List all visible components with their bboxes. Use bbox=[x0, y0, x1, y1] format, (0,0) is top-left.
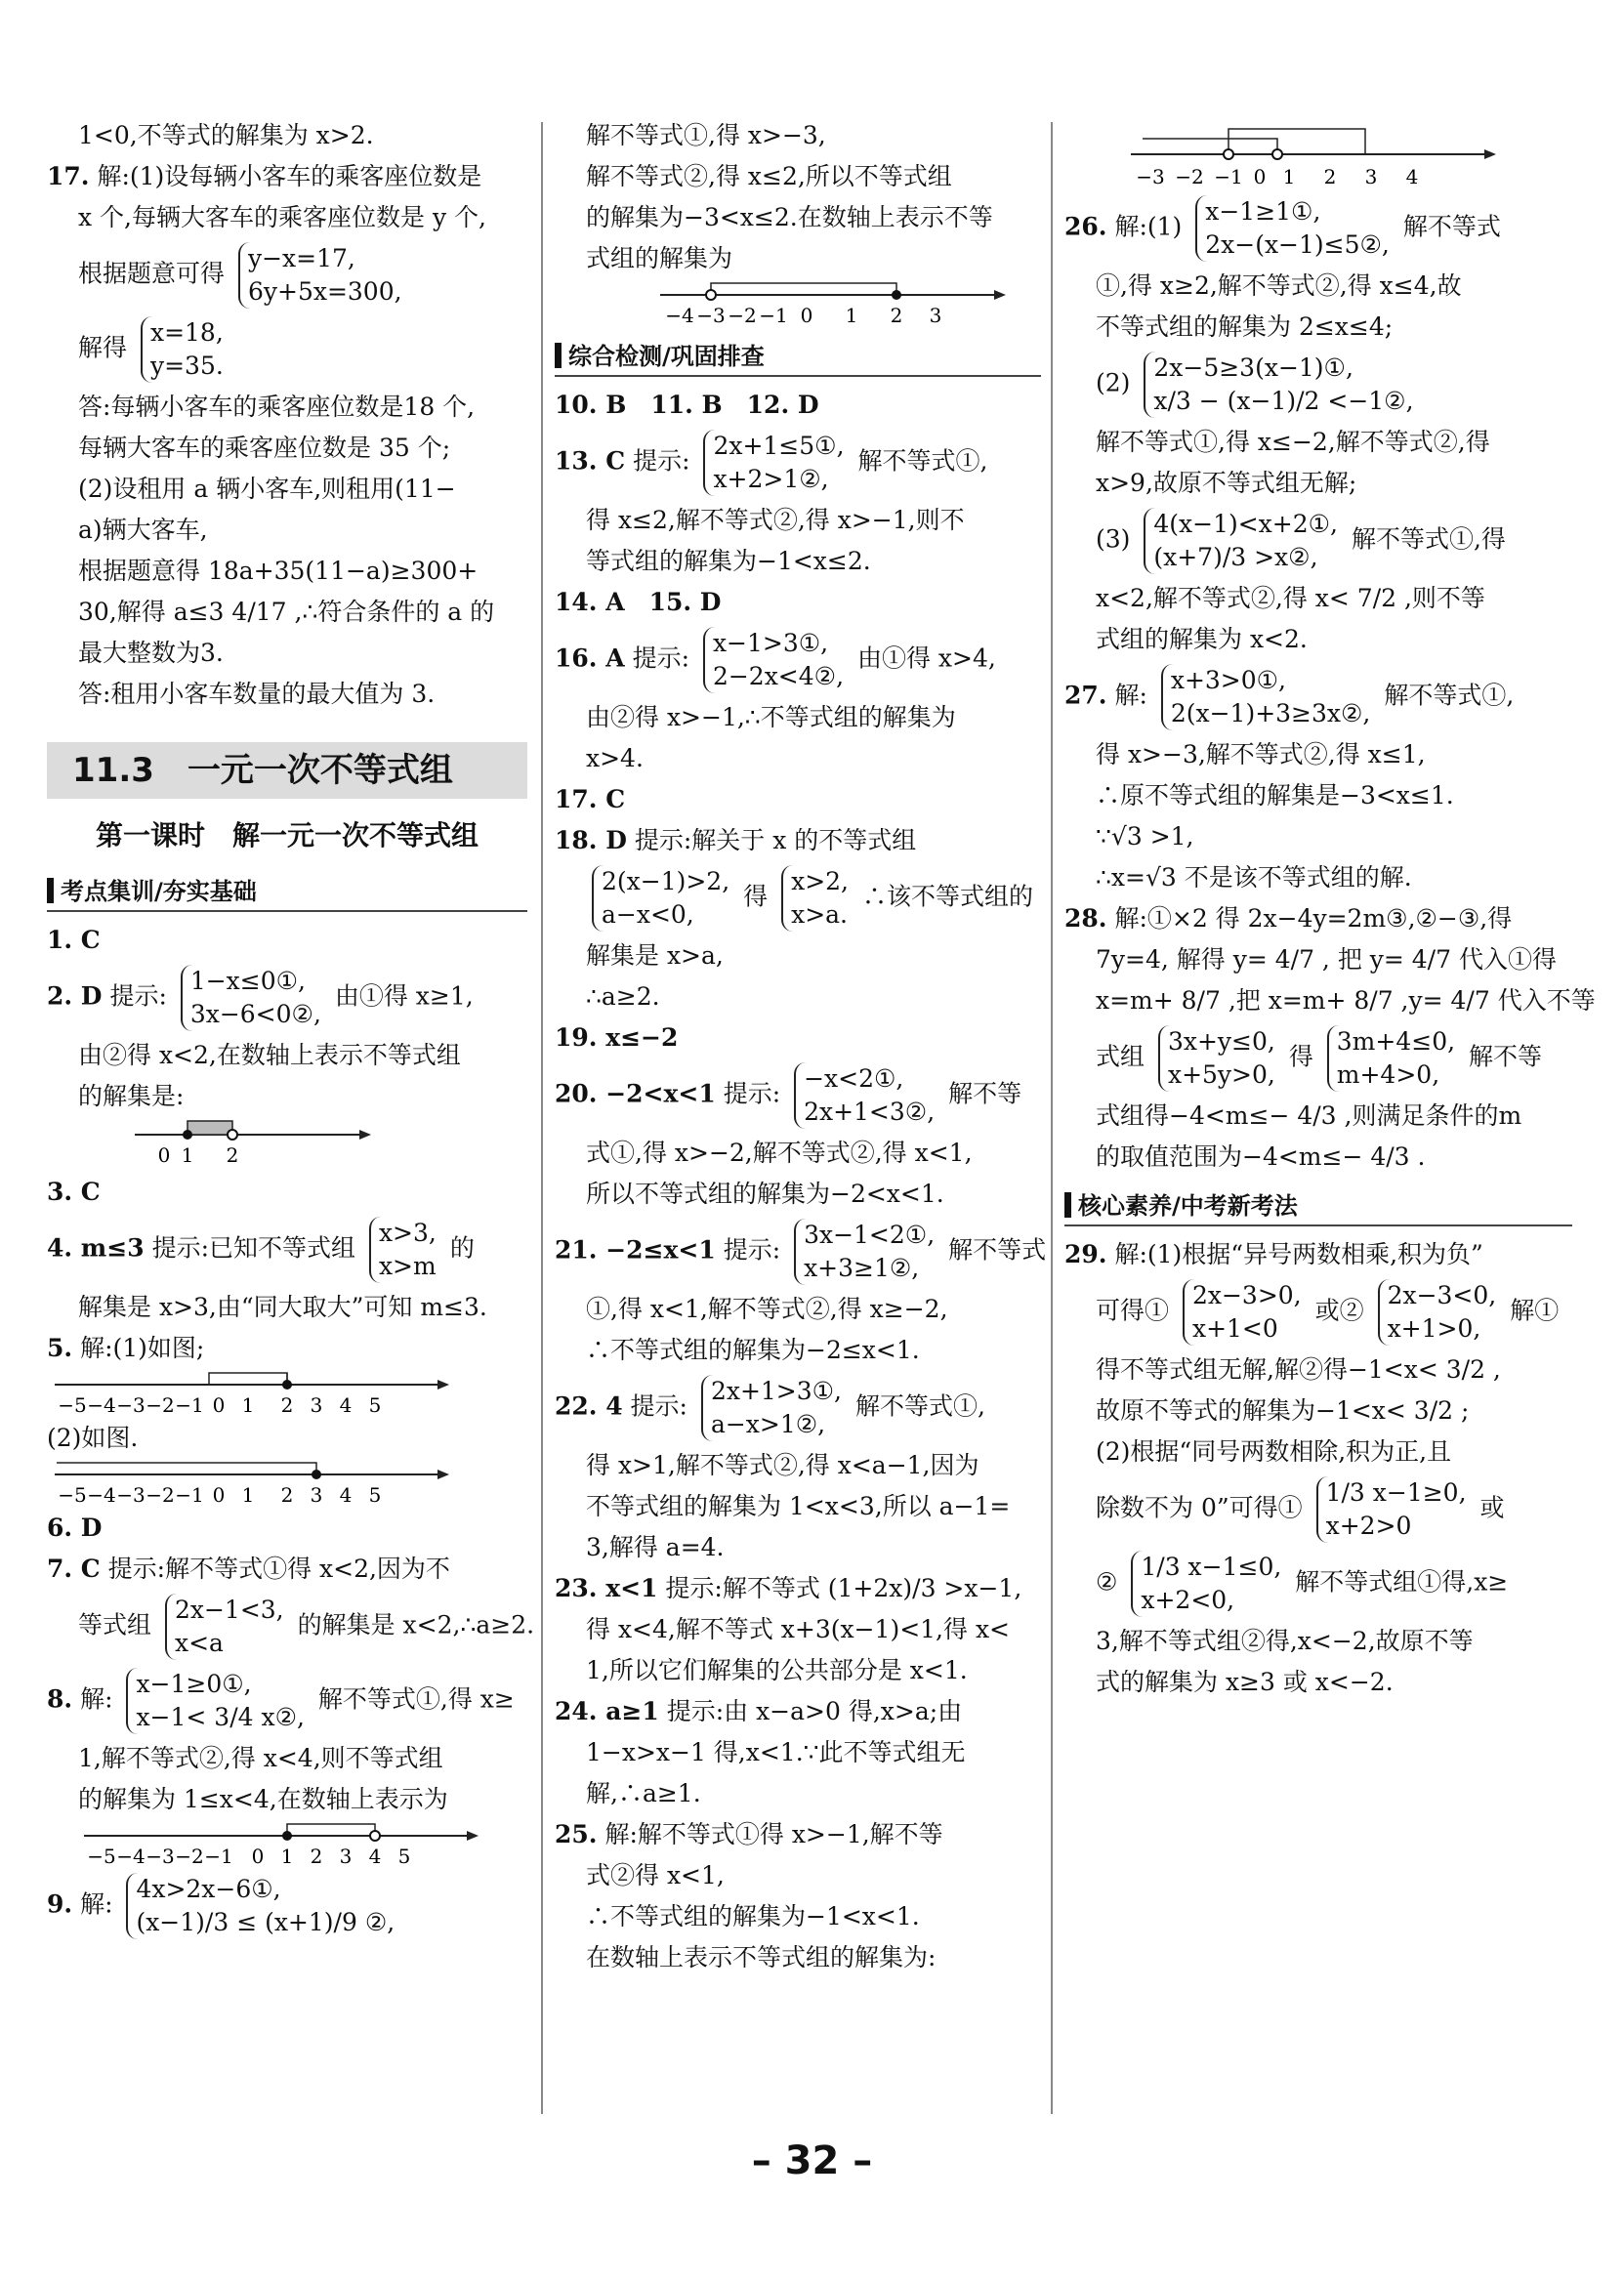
answer-19: 19. x≤−2 bbox=[555, 1023, 679, 1052]
question-number: 7. C bbox=[47, 1555, 101, 1583]
text-line: 3,解得 a=4. bbox=[586, 1533, 725, 1561]
number-line bbox=[125, 1117, 379, 1172]
text-line: 解:(1)如图; bbox=[80, 1334, 205, 1362]
text-line: 解:(1)设每辆小客车的乘客座位数是 bbox=[97, 162, 482, 190]
tick-label: 1 bbox=[181, 1143, 194, 1167]
svg-text:3: 3 bbox=[310, 1483, 323, 1507]
svg-text:−4: −4 bbox=[665, 304, 694, 327]
svg-text:−2: −2 bbox=[175, 1845, 204, 1868]
column-1 bbox=[47, 115, 535, 1943]
text-line: 得不等式组无解,解②得−1<x< 3/2 , bbox=[1096, 1355, 1501, 1384]
equation-system: x>2, x>a. bbox=[781, 865, 849, 932]
equation-system: x−1>3①, 2−2x<4②, bbox=[703, 627, 844, 693]
svg-text:0: 0 bbox=[1253, 165, 1267, 188]
text-line: 解: bbox=[80, 1889, 113, 1919]
svg-text:−2: −2 bbox=[146, 1483, 175, 1507]
equation-system: 3x+y≤0, x+5y>0, bbox=[1158, 1025, 1275, 1092]
equation-system: 3m+4≤0, m+4>0, bbox=[1327, 1025, 1455, 1092]
text-line: 解得 bbox=[78, 333, 128, 362]
answer-1: 1. C bbox=[47, 926, 101, 954]
text-line: 得 x>1,解不等式②,得 x<a−1,因为 bbox=[586, 1451, 979, 1479]
answer-17-c: 17. C bbox=[555, 785, 626, 813]
text-line: ∵√3 >1, bbox=[1096, 822, 1194, 851]
svg-text:−5: −5 bbox=[58, 1483, 87, 1507]
equation-line: 除数不为 0”可得① 1/3 x−1≥0, x+2>0 或 bbox=[1064, 1473, 1572, 1547]
svg-text:1: 1 bbox=[1282, 165, 1296, 188]
equation-system: x+3>0①, 2(x−1)+3≥3x②, bbox=[1161, 664, 1371, 730]
answer-20: 20. −2<x<1 提示: −x<2①, 2x+1<3②, 解不等 bbox=[555, 1058, 1041, 1133]
text-line: 答:租用小客车数量的最大值为 3. bbox=[78, 680, 436, 708]
equation-system: 1−x≤0①, 3x−6<0②, bbox=[181, 965, 321, 1031]
answer-8 bbox=[47, 1664, 527, 1738]
equation-line: (2) 2x−5≥3(x−1)①, x/3 − (x−1)/2 <−1②, bbox=[1064, 348, 1572, 422]
svg-text:4: 4 bbox=[1405, 165, 1419, 188]
number-line-2 bbox=[47, 1459, 457, 1508]
equation-system: x>3, x>m bbox=[369, 1217, 437, 1283]
svg-text:−5: −5 bbox=[87, 1845, 116, 1868]
text-line: 解,∴a≥1. bbox=[586, 1779, 701, 1807]
equation-line: 2(x−1)>2, a−x<0, 得 x>2, x>a. ∴该不等式组的 bbox=[555, 861, 1041, 935]
text-line: 根据题意可得 bbox=[78, 259, 226, 288]
text-line: 最大整数为3. bbox=[78, 639, 224, 667]
svg-text:4: 4 bbox=[339, 1483, 353, 1507]
text-line: ∴x=√3 不是该不等式组的解. bbox=[1096, 863, 1412, 892]
equation-system: x−1≥0①, x−1< 3/4 x②, bbox=[126, 1668, 305, 1734]
answer-21: 21. −2≤x<1 提示: 3x−1<2①, x+3≥1②, 解不等式 bbox=[555, 1215, 1041, 1289]
text-line: 的解集是 x<2,∴a≥2. bbox=[297, 1610, 535, 1639]
text-line: 式的解集为 x≥3 或 x<−2. bbox=[1096, 1668, 1394, 1696]
svg-text:−1: −1 bbox=[1214, 165, 1243, 188]
text-line: ∴a≥2. bbox=[586, 982, 660, 1011]
hint-label: 提示: bbox=[109, 981, 167, 1011]
lesson-title: 第一课时 解一元一次不等式组 bbox=[95, 819, 479, 851]
text-line: 根据题意得 18a+35(11−a)≥300+ bbox=[78, 557, 479, 585]
text-line: (2)根据“同号两数相除,积为正,且 bbox=[1096, 1437, 1452, 1466]
column-3: −3 −2 −1 0 1 2 3 4 26. 解:(1) x−1≥1①, 2x−(x−1)≤5②, 解不等式 ①,得 x≥2,解不等式②,得 x≤4,故 不等式组的解集为 2≤x≤4; (2) 2x−5≥3(x−1)①, x/3 − (x−1)/2 <−1②, 解不等式①,得 x≤−2,解不等式②,得 x>9,故原不等式组无解; (3) 4(x−1)<x+2①, (x+7)/3 >x②, 解不等式①,得 x<2,解不等式②,得 x< 7/2 ,则不等 式组的解集为 x<2. 27. 解: x+3>0①, 2(x−1)+3≥3x②, 解不等式①, 得 x>−3,解不等式②,得 x≤1, ∴原不等式组的解集是−3<x≤1. ∵√3 >1, ∴x=√3 不是该不等式组的解. 28. 解:①×2 得 2x−4y=2m③,②−③,得 7y=4, 解得 y= 4/7 , 把 y= 4/7 代入①得 x=m+ 8/7 ,把 x=m+ 8/7 ,y= 4/7 代入不等 式组 3x+y≤0, x+5y>0, 得 3m+4≤0, m+4>0, 解不等 式组得−4<m≤− 4/3 ,则满足条件的m 的取值范围为−4<m≤− 4/3 . 核心素养/中考新考法 29. 解:(1)根据“异号两数相乘,积为负” 可得① 2x−3>0, x+1<0 或② 2x−3<0, x+1>0, 解① 得不等式组无解,解②得−1<x< 3/2 , 故原不等式的解集为−1<x< 3/2 ; (2)根据“同号两数相除,积为正,且 除数不为 0”可得① 1/3 x−1≥0, x+2>0 或 ② 1/3 x−1≤0, x+2<0, 解不等式组①得,x≥ 3,解不等式组②得,x<−2,故原不等 式的解集为 x≥3 或 x<−2. bbox=[1064, 115, 1572, 1703]
section-title: 11.3 一元一次不等式组 bbox=[47, 742, 527, 799]
svg-text:1: 1 bbox=[241, 1483, 255, 1507]
svg-text:2: 2 bbox=[310, 1845, 323, 1868]
equation-system: 2x−3<0, x+1>0, bbox=[1378, 1279, 1497, 1346]
text-line: 故原不等式的解集为−1<x< 3/2 ; bbox=[1096, 1396, 1470, 1425]
svg-text:−3: −3 bbox=[696, 304, 726, 327]
text-line: 解不等式①,得 x≤−2,解不等式②,得 bbox=[1096, 428, 1490, 456]
text-line: 由①得 x≥1, bbox=[334, 981, 474, 1011]
answer-14-15: 14. A 15. D bbox=[555, 588, 722, 616]
text-line: 1,所以它们解集的公共部分是 x<1. bbox=[586, 1656, 968, 1684]
equation-system: 4x>2x−6①, (x−1)/3 ≤ (x+1)/9 ②, bbox=[126, 1873, 395, 1939]
equation-system: x=18, y=35. bbox=[141, 316, 224, 383]
svg-text:4: 4 bbox=[368, 1845, 382, 1868]
text-line: 等式组的解集为−1<x≤2. bbox=[586, 547, 871, 575]
equation-system: −x<2①, 2x+1<3②, bbox=[794, 1062, 935, 1129]
text-line: x<2,解不等式②,得 x< 7/2 ,则不等 bbox=[1096, 584, 1485, 612]
equation-system: 2x+1≤5①, x+2>1②, bbox=[703, 430, 844, 496]
text-line: x=m+ 8/7 ,把 x=m+ 8/7 ,y= 4/7 代入不等 bbox=[1096, 986, 1596, 1015]
text-line: 提示:已知不等式组 bbox=[151, 1233, 355, 1263]
equation-system: 2(x−1)>2, a−x<0, bbox=[592, 865, 729, 932]
answer-4 bbox=[47, 1213, 527, 1287]
svg-text:−1: −1 bbox=[204, 1845, 233, 1868]
equation-line bbox=[47, 238, 527, 312]
equation-line bbox=[47, 312, 527, 387]
text-line: 的 bbox=[449, 1233, 475, 1263]
equation-system: 1/3 x−1≥0, x+2>0 bbox=[1316, 1476, 1467, 1543]
equation-system: 2x−5≥3(x−1)①, x/3 − (x−1)/2 <−1②, bbox=[1144, 352, 1413, 418]
text-line: 解集是 x>a, bbox=[586, 941, 724, 970]
number-line-1 bbox=[47, 1369, 457, 1418]
text-line: 得 x≤2,解不等式②,得 x>−1,则不 bbox=[586, 506, 965, 534]
svg-text:−1: −1 bbox=[175, 1393, 204, 1417]
equation-line: (3) 4(x−1)<x+2①, (x+7)/3 >x②, 解不等式①,得 bbox=[1064, 504, 1572, 578]
text-line: 1−x>x−1 得,x<1.∵此不等式组无 bbox=[586, 1738, 966, 1766]
text-line: ∴不等式组的解集为−2≤x<1. bbox=[586, 1336, 920, 1364]
equation-line bbox=[47, 1590, 535, 1664]
answer-6: 6. D bbox=[47, 1514, 103, 1542]
equation-line: 可得① 2x−3>0, x+1<0 或② 2x−3<0, x+1>0, 解① bbox=[1064, 1275, 1572, 1349]
text-line: 在数轴上表示不等式组的解集为: bbox=[586, 1943, 937, 1971]
section-header: 核心素养/中考新考法 bbox=[1064, 1187, 1572, 1226]
svg-text:−3: −3 bbox=[1136, 165, 1165, 188]
answer-13: 13. C 提示: 2x+1≤5①, x+2>1②, 解不等式①, bbox=[555, 426, 1041, 500]
text-line: (2)设租用 a 辆小客车,则租用(11− bbox=[78, 475, 456, 503]
svg-text:1: 1 bbox=[280, 1845, 294, 1868]
text-line: 1<0,不等式的解集为 x>2. bbox=[78, 121, 374, 149]
equation-system: 4(x−1)<x+2①, (x+7)/3 >x②, bbox=[1144, 508, 1338, 574]
text-line: 7y=4, 解得 y= 4/7 , 把 y= 4/7 代入①得 bbox=[1096, 945, 1557, 974]
answer-16: 16. A 提示: x−1>3①, 2−2x<4②, 由①得 x>4, bbox=[555, 623, 1041, 697]
equation-system: 1/3 x−1≤0, x+2<0, bbox=[1131, 1551, 1281, 1617]
text-line: 30,解得 a≤3 4/17 ,∴符合条件的 a 的 bbox=[78, 598, 495, 626]
svg-text:3: 3 bbox=[929, 304, 942, 327]
section-header: 综合检测/巩固排查 bbox=[555, 338, 1041, 377]
svg-text:0: 0 bbox=[800, 304, 813, 327]
svg-text:−3: −3 bbox=[116, 1393, 146, 1417]
text-line: 式组得−4<m≤− 4/3 ,则满足条件的m bbox=[1096, 1101, 1522, 1130]
equation-system: x−1≥1①, 2x−(x−1)≤5②, bbox=[1195, 195, 1390, 262]
equation-line: ② 1/3 x−1≤0, x+2<0, 解不等式组①得,x≥ bbox=[1064, 1547, 1572, 1621]
svg-text:−4: −4 bbox=[87, 1483, 116, 1507]
svg-text:−1: −1 bbox=[175, 1483, 204, 1507]
number-line-5 bbox=[1123, 115, 1514, 191]
text-line: 解: bbox=[80, 1684, 113, 1714]
question-number: 4. m≤3 bbox=[47, 1233, 145, 1263]
svg-text:3: 3 bbox=[1364, 165, 1378, 188]
answer-27: 27. 解: x+3>0①, 2(x−1)+3≥3x②, 解不等式①, bbox=[1064, 660, 1572, 734]
svg-text:0: 0 bbox=[212, 1483, 226, 1507]
text-line: 式组的解集为 bbox=[586, 244, 733, 272]
text-line: x>4. bbox=[586, 744, 644, 772]
svg-text:3: 3 bbox=[310, 1393, 323, 1417]
svg-text:−3: −3 bbox=[116, 1483, 146, 1507]
text-line: 3,解不等式组②得,x<−2,故原不等 bbox=[1096, 1627, 1474, 1655]
svg-text:5: 5 bbox=[368, 1483, 382, 1507]
svg-text:−2: −2 bbox=[146, 1393, 175, 1417]
text-line: 每辆大客车的乘客座位数是 35 个; bbox=[78, 434, 451, 462]
text-line: 解不等式②,得 x≤2,所以不等式组 bbox=[586, 162, 952, 190]
text-line: 所以不等式组的解集为−2<x<1. bbox=[586, 1180, 944, 1208]
text-line: ∴原不等式组的解集是−3<x≤1. bbox=[1096, 781, 1454, 809]
text-line: 不等式组的解集为 2≤x≤4; bbox=[1096, 312, 1394, 341]
text-line: 式①,得 x>−2,解不等式②,得 x<1, bbox=[586, 1139, 973, 1167]
question-number: 5. bbox=[47, 1334, 73, 1362]
answer-10-12: 10. B 11. B 12. D bbox=[555, 391, 819, 419]
question-number: 9. bbox=[47, 1889, 73, 1919]
svg-text:2: 2 bbox=[890, 304, 903, 327]
svg-text:0: 0 bbox=[251, 1845, 265, 1868]
answer-26: 26. 解:(1) x−1≥1①, 2x−(x−1)≤5②, 解不等式 bbox=[1064, 191, 1572, 266]
question-number: 17. bbox=[47, 162, 90, 190]
svg-text:5: 5 bbox=[397, 1845, 411, 1868]
answer-17 bbox=[47, 156, 527, 715]
text-line: 得 x>−3,解不等式②,得 x≤1, bbox=[1096, 740, 1426, 768]
text-line: ∴不等式组的解集为−1<x<1. bbox=[586, 1902, 920, 1930]
tick-label: 0 bbox=[157, 1143, 171, 1167]
text-line: 等式组 bbox=[78, 1610, 152, 1639]
text-line: 不等式组的解集为 1<x<3,所以 a−1= bbox=[586, 1492, 1011, 1520]
text-line: 由②得 x<2,在数轴上表示不等式组 bbox=[78, 1041, 461, 1069]
text-line: 1,解不等式②,得 x<4,则不等式组 bbox=[78, 1744, 443, 1772]
svg-text:−4: −4 bbox=[116, 1845, 146, 1868]
text-line: 的解集为 1≤x<4,在数轴上表示为 bbox=[78, 1785, 448, 1813]
equation-system: y−x=17, 6y+5x=300, bbox=[238, 242, 402, 309]
svg-text:−5: −5 bbox=[58, 1393, 87, 1417]
column-divider-1 bbox=[541, 122, 543, 2114]
answer-22: 22. 4 提示: 2x+1>3①, a−x>1②, 解不等式①, bbox=[555, 1371, 1041, 1445]
text-line: 式②得 x<1, bbox=[586, 1861, 725, 1889]
answer-2 bbox=[47, 961, 527, 1035]
answer-9 bbox=[47, 1869, 527, 1943]
svg-text:1: 1 bbox=[241, 1393, 255, 1417]
svg-text:−3: −3 bbox=[146, 1845, 175, 1868]
text-line: ①,得 x<1,解不等式②,得 x≥−2, bbox=[586, 1295, 948, 1323]
text-line: (2)如图. bbox=[47, 1424, 139, 1452]
equation-line: 式组 3x+y≤0, x+5y>0, 得 3m+4≤0, m+4>0, 解不等 bbox=[1064, 1021, 1572, 1096]
question-number: 8. bbox=[47, 1684, 73, 1714]
svg-text:−2: −2 bbox=[1175, 165, 1204, 188]
section-header: 考点集训/夯实基础 bbox=[47, 873, 527, 912]
equation-system: 2x−3>0, x+1<0 bbox=[1183, 1279, 1302, 1346]
svg-text:−1: −1 bbox=[759, 304, 788, 327]
column-2: 解不等式①,得 x>−3, 解不等式②,得 x≤2,所以不等式组 的解集为−3<x≤2.在数轴上表示不等 式组的解集为 −4 −3 −2 −1 0 1 2 3 综合检测/巩固排查 10. B 11. B 12. D 13. C 提示: 2x+1≤5①, x+2>1②, 解不等式①, 得 x≤2,解不等式②,得 x>−1,则不 等式组的解集为−1<x≤2. 14. A 15. D 16. A 提示: x−1>3①, 2−2x<4②, 由①得 x>4, 由②得 x>−1,∴不等式组的解集为 x>4. 17. C 18. D 提示:解关于 x 的不等式组 2(x−1)>2, a−x<0, 得 x>2, x>a. ∴该不等式组的 解集是 x>a, ∴a≥2. 19. x≤−2 20. −2<x<1 提示: −x<2①, 2x+1<3②, 解不等 式①,得 x>−2,解不等式②,得 x<1, 所以不等式组的解集为−2<x<1. 21. −2≤x<1 提示: 3x−1<2①, x+3≥1②, 解不等式 ①,得 x<1,解不等式②,得 x≥−2, ∴不等式组的解集为−2≤x<1. 22. 4 提示: 2x+1>3①, a−x>1②, 解不等式①, 得 x>1,解不等式②,得 x<a−1,因为 不等式组的解集为 1<x<3,所以 a−1= 3,解得 a=4. 23. x<1 提示:解不等式 (1+2x)/3 >x−1, 得 x<4,解不等式 x+3(x−1)<1,得 x< 1,所以它们解集的公共部分是 x<1. 24. a≥1 提示:由 x−a>0 得,x>a;由 1−x>x−1 得,x<1.∵此不等式组无 解,∴a≥1. 25. 解:解不等式①得 x>−1,解不等 式②得 x<1, ∴不等式组的解集为−1<x<1. 在数轴上表示不等式组的解集为: bbox=[555, 115, 1041, 1978]
svg-text:2: 2 bbox=[280, 1483, 294, 1507]
svg-text:1: 1 bbox=[845, 304, 858, 327]
text-line: ①,得 x≥2,解不等式②,得 x≤4,故 bbox=[1096, 271, 1462, 300]
text-line: 式组的解集为 x<2. bbox=[1096, 625, 1308, 653]
equation-system: 3x−1<2①, x+3≥1②, bbox=[794, 1219, 935, 1285]
answer-3: 3. C bbox=[47, 1178, 101, 1206]
tick-label: 2 bbox=[226, 1143, 239, 1167]
text-line: 由②得 x>−1,∴不等式组的解集为 bbox=[586, 703, 956, 731]
svg-text:2: 2 bbox=[1323, 165, 1337, 188]
text-line: a)辆大客车, bbox=[78, 516, 208, 544]
text-line: x 个,每辆大客车的乘客座位数是 y 个, bbox=[78, 203, 486, 231]
equation-system: 2x−1<3, x<a bbox=[165, 1594, 284, 1660]
text-line: 解不等式①,得 x≥ bbox=[317, 1684, 515, 1714]
text-line: 解不等式①,得 x>−3, bbox=[586, 121, 826, 149]
svg-text:0: 0 bbox=[212, 1393, 226, 1417]
text-line: 的取值范围为−4<m≤− 4/3 . bbox=[1096, 1142, 1426, 1171]
svg-text:3: 3 bbox=[339, 1845, 353, 1868]
svg-text:−2: −2 bbox=[728, 304, 757, 327]
svg-text:4: 4 bbox=[339, 1393, 353, 1417]
page-number: – 32 – bbox=[751, 2138, 873, 2183]
text-line: 得 x<4,解不等式 x+3(x−1)<1,得 x< bbox=[586, 1615, 1010, 1643]
text-line: 提示:解不等式①得 x<2,因为不 bbox=[107, 1555, 450, 1583]
text-line: 答:每辆小客车的乘客座位数是18 个, bbox=[78, 393, 476, 421]
question-number: 2. D bbox=[47, 981, 103, 1011]
text-line: 的解集为−3<x≤2.在数轴上表示不等 bbox=[586, 203, 993, 231]
number-line-4 bbox=[652, 279, 1023, 328]
column-divider-2 bbox=[1051, 122, 1053, 2114]
text-line: 的解集是: bbox=[78, 1082, 185, 1110]
number-line-3 bbox=[76, 1820, 486, 1869]
svg-text:5: 5 bbox=[368, 1393, 382, 1417]
text-line: x>9,故原不等式组无解; bbox=[1096, 469, 1357, 497]
svg-text:−4: −4 bbox=[87, 1393, 116, 1417]
text-line: 解集是 x>3,由“同大取大”可知 m≤3. bbox=[78, 1293, 487, 1321]
equation-system: 2x+1>3①, a−x>1②, bbox=[701, 1375, 842, 1441]
svg-text:2: 2 bbox=[280, 1393, 294, 1417]
